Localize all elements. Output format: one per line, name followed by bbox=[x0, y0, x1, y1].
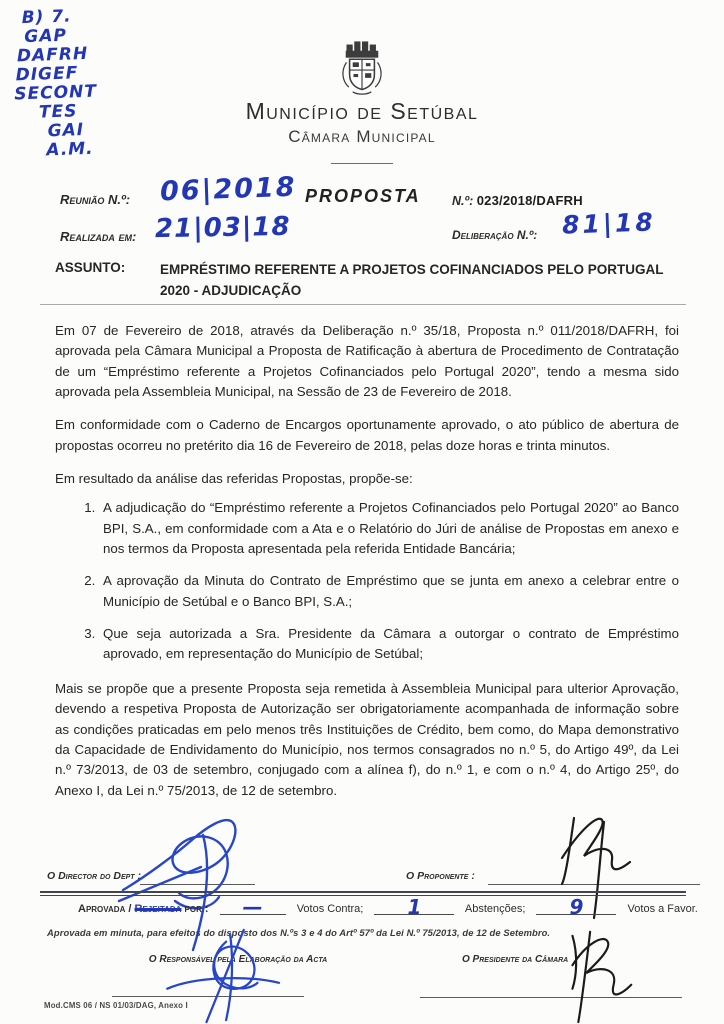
meeting-date-value: 21|03|18 bbox=[154, 211, 291, 245]
council-name: Câmara Municipal bbox=[288, 127, 436, 146]
meeting-number-label: Reunião N.º: bbox=[60, 192, 131, 207]
subject-label: ASSUNTO: bbox=[55, 260, 126, 275]
header-divider bbox=[331, 163, 393, 164]
votes-against-field bbox=[220, 895, 286, 919]
body-paragraph: Em conformidade com o Caderno de Encargos oportunamente aprovado, o ato público de abertura de propostas ocorreu no pretérito dia 16 de Fevereiro de 2018, pelas doze horas e trinta minutos. bbox=[55, 417, 679, 453]
document-body bbox=[55, 321, 679, 814]
proposal-list bbox=[81, 498, 679, 664]
meeting-date-label: Realizada em: bbox=[60, 229, 137, 244]
subject-divider bbox=[40, 304, 686, 305]
votes-against-label: Votos Contra; bbox=[296, 903, 364, 915]
minutes-officer-signature-line bbox=[112, 981, 304, 997]
routing-line: A.M. bbox=[45, 138, 94, 161]
mayor-signature bbox=[520, 926, 670, 1024]
proposal-item-text: Que seja autorizada a Sra. Presidente da Câmara a outorgar o contrato de Empréstimo aprovado, em representação do Município de Setúbal; bbox=[103, 626, 679, 662]
proposal-item bbox=[99, 624, 679, 665]
subject-text: EMPRÉSTIMO REFERENTE A PROJETOS COFINANCIADOS PELO PORTUGAL 2020 - ADJUDICAÇÃO bbox=[160, 262, 664, 298]
proposal-number-label: N.º: bbox=[452, 194, 474, 208]
body-paragraph: Em resultado da análise das referidas Propostas, propõe-se: bbox=[55, 471, 413, 487]
municipality-name: Município de Setúbal bbox=[245, 98, 479, 124]
routing-line: TES bbox=[38, 101, 78, 123]
by-label: por : bbox=[184, 903, 209, 915]
votes-against-value: — bbox=[242, 895, 263, 919]
votes-for-label: Votos a Favor. bbox=[627, 903, 698, 915]
abstentions-label: Abstenções; bbox=[464, 903, 526, 915]
proposal-item bbox=[99, 571, 679, 612]
routing-line: DIGEF bbox=[15, 63, 79, 86]
proposal-item-text: A aprovação da Minuta do Contrato de Empréstimo que se junta em anexo a celebrar entre o Município de Setúbal e o Banco BPI, S.A.; bbox=[103, 573, 679, 609]
proponent-signature-line bbox=[488, 869, 700, 885]
abstentions-value: 1 bbox=[407, 895, 422, 919]
deliberation-number-label: Deliberação N.º: bbox=[452, 228, 538, 242]
routing-line: DAFRH bbox=[16, 43, 89, 67]
routing-line: GAI bbox=[47, 120, 85, 142]
meeting-number-value: 06|2018 bbox=[159, 171, 298, 208]
proposal-item-text: A adjudicação do “Empréstimo referente a Projetos Cofinanciados pelo Portugal 2020” ao Banco BPI, S.A., em conformidade com a Ata e o Relatório do Júri de análise de Propostas em anexo e nos termos da Proposta apresentada pela referida Entidade Bancária; bbox=[103, 500, 679, 557]
mayor-label: O Presidente da Câmara bbox=[462, 954, 569, 965]
proposal-number-value: 023/2018/DAFRH bbox=[476, 193, 583, 208]
votes-for-value: 9 bbox=[569, 895, 584, 919]
director-signature-label: O Director do Dept : bbox=[47, 870, 141, 882]
mayor-signature-line bbox=[420, 982, 682, 998]
minute-approval-note: Aprovada em minuta, para efeitos do disposto dos N.ºs 3 e 4 do Artº 57º da Lei N.º 75/2013, de 12 de Setembro. bbox=[47, 927, 551, 938]
document-title: PROPOSTA bbox=[305, 186, 421, 206]
proposal-item bbox=[99, 498, 679, 559]
abstentions-field bbox=[374, 895, 454, 919]
body-paragraph: Mais se propõe que a presente Proposta seja remetida à Assembleia Municipal para ulterior Aprovação, devendo a respetiva Proposta de Autorização ser obrigatoriamente acompanhada de informação sobre as condições praticadas em pelo menos três Instituições de Crédito, bem como, do Mapa demonstrativo da Capacidade de Endividamento do Município, nos termos consagrados no n.º 5, do Artigo 49º, da Lei n.º 73/2013, de 03 de setembro, conjugado com a alínea f), do n.º 1, e com o n.º 4, do Artigo 25º, do Anexo I, da Lei n.º 75/2013, de 12 de setembro. bbox=[55, 680, 679, 798]
form-reference: Mod.CMS 06 / NS 01/03/DAG, Anexo I bbox=[44, 1001, 188, 1010]
deliberation-number-value: 81|18 bbox=[561, 207, 657, 240]
setubal-coat-of-arms-icon bbox=[337, 36, 387, 103]
approved-label: Aprovada / bbox=[78, 903, 132, 915]
votes-for-field bbox=[536, 895, 616, 919]
approval-divider bbox=[40, 891, 686, 896]
routing-line: B) 7. bbox=[21, 6, 72, 29]
subject-row bbox=[55, 260, 680, 302]
proposal-number bbox=[452, 193, 583, 208]
director-signature-line bbox=[140, 869, 255, 885]
rejected-label-struck: Rejeitada bbox=[134, 903, 182, 915]
routing-line: GAP bbox=[23, 25, 68, 48]
body-paragraph: Em 07 de Fevereiro de 2018, através da Deliberação n.º 35/18, Proposta n.º 011/2018/DAFRH, foi aprovada pela Câmara Municipal a Proposta de Ratificação à abertura de Procedimento de Contratação de um “Empréstimo referente a Projetos Cofinanciados pelo Portugal 2020”, tendo a mesma sido aprovada pela Assembleia Municipal, na Sessão de 23 de Fevereiro de 2018. bbox=[55, 323, 679, 400]
minutes-officer-label: O Responsável pela Elaboração da Acta bbox=[148, 954, 328, 965]
proponent-signature-label: O Proponente : bbox=[406, 870, 475, 882]
routing-line: SECONT bbox=[13, 81, 98, 105]
votes-row bbox=[78, 895, 698, 919]
